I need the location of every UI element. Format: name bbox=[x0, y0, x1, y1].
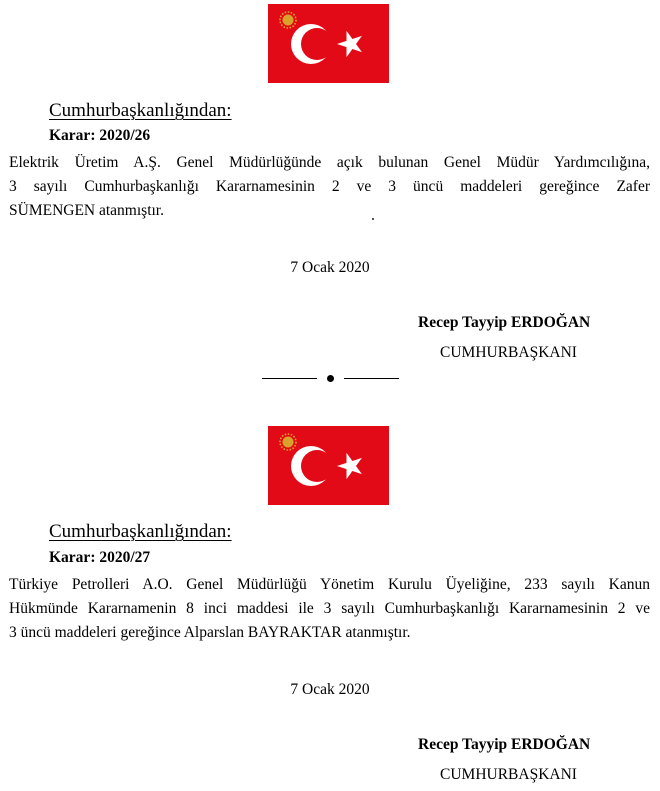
body-line: Türkiye Petrolleri A.O. Genel Müdürlüğü Yönetim Kurulu Üyeliğine, 233 sayılı Kanun bbox=[9, 576, 650, 593]
signer-title: CUMHURBAŞKANI bbox=[440, 344, 577, 361]
signer-name: Recep Tayyip ERDOĞAN bbox=[418, 736, 591, 753]
separator-dot-icon bbox=[327, 375, 334, 382]
signer-title: CUMHURBAŞKANI bbox=[440, 766, 577, 783]
decision-body bbox=[9, 151, 650, 223]
section-separator bbox=[262, 370, 399, 386]
body-line: 3 üncü maddeleri gereğince Alparslan BAYRAKTAR atanmıştır. bbox=[9, 624, 411, 641]
decision-heading: Cumhurbaşkanlığından: bbox=[49, 521, 232, 542]
separator-line-left bbox=[262, 378, 317, 379]
decision-date: 7 Ocak 2020 bbox=[290, 681, 370, 698]
body-line: Elektrik Üretim A.Ş. Genel Müdürlüğünde açık bulunan Genel Müdür Yardımcılığına, bbox=[9, 154, 650, 171]
decision-date: 7 Ocak 2020 bbox=[290, 259, 370, 276]
decision-heading: Cumhurbaşkanlığından: bbox=[49, 100, 232, 121]
body-line: Hükmünde Kararnamenin 8 inci maddesi ile 3 sayılı Cumhurbaşkanlığı Kararnamesinin 2 ve bbox=[9, 600, 650, 617]
signer-name: Recep Tayyip ERDOĞAN bbox=[418, 314, 591, 331]
flag-graphic bbox=[268, 426, 389, 505]
body-line: 3 sayılı Cumhurbaşkanlığı Kararnamesinin 2 ve 3 üncü maddeleri gereğince Zafer bbox=[9, 178, 650, 195]
decision-number: Karar: 2020/27 bbox=[49, 549, 151, 566]
body-line: SÜMENGEN atanmıştır. bbox=[9, 202, 164, 219]
separator-line-right bbox=[344, 378, 399, 379]
decision-number: Karar: 2020/26 bbox=[49, 127, 151, 144]
print-speck bbox=[372, 218, 374, 220]
flag-graphic bbox=[268, 4, 389, 83]
turkish-flag-icon bbox=[268, 4, 389, 83]
turkish-flag-icon bbox=[268, 426, 389, 505]
decision-body bbox=[9, 573, 650, 645]
